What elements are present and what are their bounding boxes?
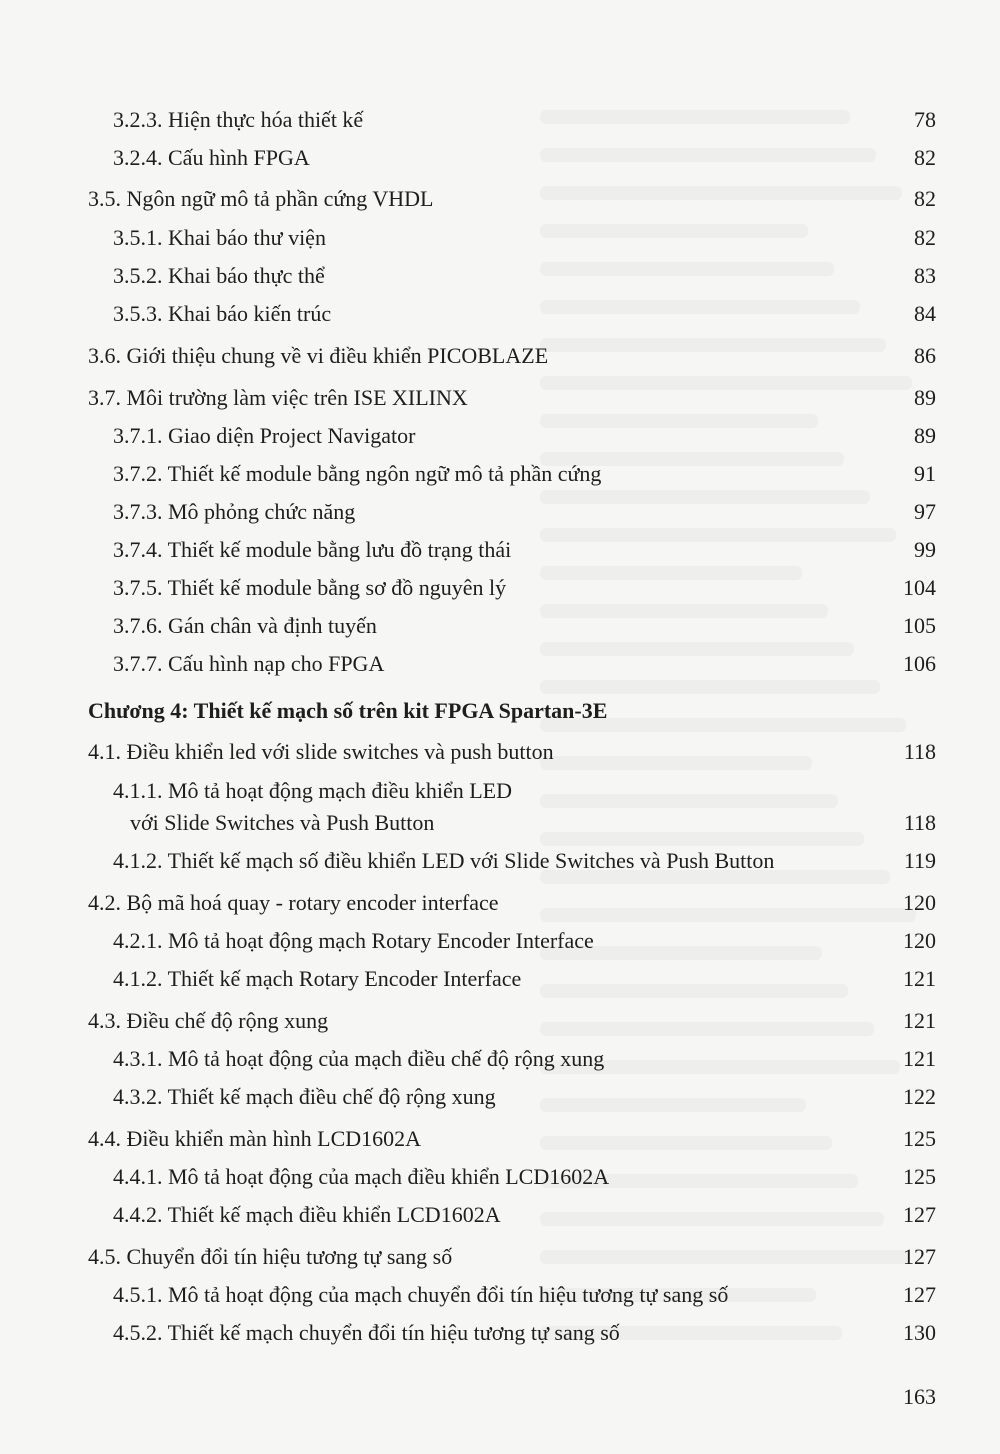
toc-entry-page: 125 (903, 1126, 936, 1151)
toc-entry-title: 4.1.2. Thiết kế mạch số điều khiển LED với Slide Switches và Push Button (113, 848, 775, 873)
toc-entry-title: 3.2.3. Hiện thực hóa thiết kế (113, 107, 364, 132)
toc-entry-page: 127 (903, 1282, 936, 1307)
page-number: 163 (903, 1384, 936, 1409)
toc-entry-page: 91 (914, 461, 936, 486)
toc-entry-page: 99 (914, 537, 936, 562)
chapter-heading (0, 696, 1000, 732)
toc-entry-page: 130 (903, 1320, 936, 1345)
toc-entry-page: 97 (914, 499, 936, 524)
toc-entry (0, 459, 1000, 495)
toc-entry (0, 611, 1000, 647)
toc-entry-page: 106 (903, 651, 936, 676)
toc-entry-page: 82 (914, 145, 936, 170)
toc-entry (0, 1124, 1000, 1160)
toc-entry-title: 4.5. Chuyển đổi tín hiệu tương tự sang số (88, 1244, 453, 1269)
toc-entry-title: 3.7.5. Thiết kế module bằng sơ đồ nguyên lý (113, 575, 507, 600)
toc-entry-title: 4.5.2. Thiết kế mạch chuyển đổi tín hiệu tương tự sang số (113, 1320, 620, 1345)
toc-entry-page: 83 (914, 263, 936, 288)
toc-entry-title: 4.1.2. Thiết kế mạch Rotary Encoder Interface (113, 966, 522, 991)
toc-entry-title: 3.5.3. Khai báo kiến trúc (113, 301, 332, 326)
toc-entry (0, 1318, 1000, 1354)
toc-entry (0, 737, 1000, 773)
toc-entry (0, 888, 1000, 924)
toc-entry (0, 223, 1000, 259)
toc-entry (0, 649, 1000, 685)
toc-entry (0, 964, 1000, 1000)
toc-entry-title: Chương 4: Thiết kế mạch số trên kit FPGA Spartan-3E (88, 698, 608, 723)
toc-entry (0, 926, 1000, 962)
toc-entry (0, 184, 1000, 220)
toc-entry-title: 4.4.1. Mô tả hoạt động của mạch điều khiển LCD1602A (113, 1164, 610, 1189)
toc-entry-title: 3.7.6. Gán chân và định tuyến (113, 613, 377, 638)
toc-entry-page: 121 (903, 1046, 936, 1071)
toc-entry-title: 3.7. Môi trường làm việc trên ISE XILINX (88, 385, 468, 410)
toc-entry-page: 84 (914, 301, 936, 326)
toc-entry-page: 120 (903, 928, 936, 953)
toc-entry-title: 4.4.2. Thiết kế mạch điều khiển LCD1602A (113, 1202, 501, 1227)
toc-entry (0, 808, 1000, 844)
toc-entry (0, 261, 1000, 297)
toc-entry-title: 3.5. Ngôn ngữ mô tả phần cứng VHDL (88, 186, 434, 211)
toc-entry-title: 4.5.1. Mô tả hoạt động của mạch chuyển đổi tín hiệu tương tự sang số (113, 1282, 729, 1307)
toc-entry (0, 1082, 1000, 1118)
toc-entry-page: 125 (903, 1164, 936, 1189)
toc-entry-page: 121 (903, 966, 936, 991)
toc-entry-title: 3.7.7. Cấu hình nạp cho FPGA (113, 651, 385, 676)
toc-entry-title: 4.2. Bộ mã hoá quay - rotary encoder interface (88, 890, 499, 915)
toc-entry-title: 3.5.1. Khai báo thư viện (113, 225, 326, 250)
toc-entry-page: 118 (903, 810, 936, 835)
toc-entry (0, 573, 1000, 609)
toc-entry-title: 3.5.2. Khai báo thực thể (113, 263, 325, 288)
toc-entry (0, 1242, 1000, 1278)
toc-entry-page: 127 (903, 1202, 936, 1227)
toc-entry-page: 121 (903, 1008, 936, 1033)
toc-entry-page: 89 (914, 385, 936, 410)
toc-entry-page: 78 (914, 107, 936, 132)
toc-entry-page: 122 (903, 1084, 936, 1109)
toc-entry-title: 4.3.2. Thiết kế mạch điều chế độ rộng xung (113, 1084, 496, 1109)
toc-entry-title: 3.2.4. Cấu hình FPGA (113, 145, 310, 170)
toc-entry (0, 383, 1000, 419)
toc-entry (0, 341, 1000, 377)
toc-entry-title: 3.7.3. Mô phỏng chức năng (113, 499, 356, 524)
toc-entry-page: 82 (914, 225, 936, 250)
toc-entry (0, 1280, 1000, 1316)
toc-entry-page: 105 (903, 613, 936, 638)
toc-entry-title: 3.7.4. Thiết kế module bằng lưu đồ trạng thái (113, 537, 512, 562)
toc-entry-title: 4.3.1. Mô tả hoạt động của mạch điều chế độ rộng xung (113, 1046, 605, 1071)
toc-entry (0, 1044, 1000, 1080)
toc-entry (0, 143, 1000, 179)
toc-entry (0, 535, 1000, 571)
toc-entry (0, 421, 1000, 457)
toc-entry-page: 104 (903, 575, 936, 600)
toc-entry-title: 4.4. Điều khiển màn hình LCD1602A (88, 1126, 422, 1151)
toc-entry-page: 120 (903, 890, 936, 915)
toc-entry-title: với Slide Switches và Push Button (130, 810, 435, 835)
toc-entry-page: 89 (914, 423, 936, 448)
toc-entry (0, 1162, 1000, 1198)
toc-entry-title: 4.1. Điều khiển led với slide switches và push button (88, 739, 554, 764)
toc-entry-title: 3.6. Giới thiệu chung về vi điều khiển PICOBLAZE (88, 343, 549, 368)
toc-entry-title: 3.7.1. Giao diện Project Navigator (113, 423, 416, 448)
toc-entry-title: 4.3. Điều chế độ rộng xung (88, 1008, 329, 1033)
toc-entry-page: 82 (914, 186, 936, 211)
toc-entry-page: 119 (903, 848, 936, 873)
toc-entry (0, 1200, 1000, 1236)
toc-entry-page: 118 (903, 739, 936, 764)
toc-entry (0, 846, 1000, 882)
toc-entry (0, 497, 1000, 533)
toc-entry (0, 776, 1000, 812)
toc-entry-title: 4.1.1. Mô tả hoạt động mạch điều khiển LED (113, 778, 512, 803)
toc-entry (0, 1006, 1000, 1042)
toc-entry-page: 86 (914, 343, 936, 368)
toc-entry-page: 127 (903, 1244, 936, 1269)
toc-entry-title: 4.2.1. Mô tả hoạt động mạch Rotary Encoder Interface (113, 928, 594, 953)
toc-entry-title: 3.7.2. Thiết kế module bằng ngôn ngữ mô tả phần cứng (113, 461, 602, 486)
toc-entry (0, 105, 1000, 141)
toc-entry (0, 299, 1000, 335)
